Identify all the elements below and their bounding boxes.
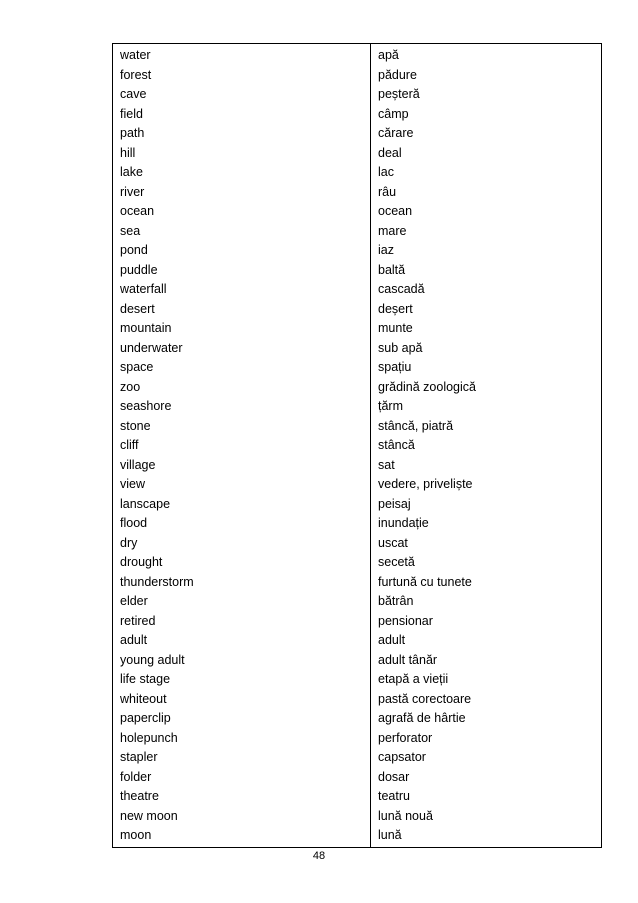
romanian-column [371, 44, 601, 847]
romanian-word-cell: sub apă [378, 340, 423, 355]
english-word-cell: zoo [120, 379, 141, 394]
romanian-word-cell: pădure [378, 67, 417, 82]
romanian-word-cell: pastă corectoare [378, 691, 472, 706]
romanian-word-cell: etapă a vieții [378, 672, 449, 686]
romanian-word-cell: munte [378, 321, 413, 335]
romanian-word-cell: peșteră [378, 87, 420, 101]
english-word-cell: desert [120, 301, 155, 316]
english-word-cell: thunderstorm [120, 574, 194, 589]
romanian-word-cell: apă [378, 48, 399, 62]
english-word-cell: waterfall [120, 282, 167, 296]
romanian-word-cell: pensionar [378, 613, 433, 628]
english-word-cell: space [120, 360, 154, 374]
english-word-cell: cliff [120, 438, 139, 452]
english-word-cell: cave [120, 87, 147, 101]
english-word-cell: ocean [120, 204, 155, 218]
romanian-word-cell: vedere, priveliște [378, 477, 473, 491]
english-word-cell: flood [120, 516, 148, 530]
english-word-cell: adult [120, 633, 148, 647]
romanian-word-cell: agrafă de hârtie [378, 711, 466, 725]
romanian-word-cell: stâncă, piatră [378, 418, 454, 433]
romanian-word-cell: stâncă [378, 438, 415, 452]
romanian-word-cell: capsator [378, 750, 426, 764]
english-word-cell: young adult [120, 652, 185, 667]
english-word-cell: new moon [120, 808, 178, 823]
romanian-word-cell: lună nouă [378, 808, 433, 823]
english-word-cell: forest [120, 67, 152, 82]
english-word-cell: underwater [120, 340, 183, 355]
romanian-word-cell: secetă [378, 555, 415, 569]
romanian-word-cell: deșert [378, 301, 413, 316]
romanian-word-cell: ocean [378, 204, 413, 218]
english-word-cell: sea [120, 223, 141, 238]
english-word-cell: hill [120, 145, 136, 160]
romanian-word-cell: deal [378, 145, 402, 160]
romanian-word-cell: cascadă [378, 282, 425, 296]
english-word-cell: village [120, 457, 156, 472]
english-word-cell: whiteout [120, 691, 167, 706]
romanian-word-cell: râu [378, 184, 397, 199]
romanian-word-cell: perforator [378, 730, 433, 745]
romanian-word-cell: dosar [378, 769, 410, 784]
english-word-cell: view [120, 477, 146, 491]
english-word-cell: life stage [120, 672, 171, 686]
vocabulary-table [112, 43, 602, 848]
english-word-cell: lake [120, 165, 143, 179]
english-word-cell: river [120, 184, 145, 199]
romanian-word-cell: furtună cu tunete [378, 574, 472, 589]
romanian-word-cell: uscat [378, 535, 408, 550]
english-word-cell: puddle [120, 262, 158, 277]
romanian-word-cell: baltă [378, 262, 406, 277]
romanian-word-cell: mare [378, 223, 407, 238]
romanian-word-cell: cărare [378, 126, 414, 140]
english-word-cell: seashore [120, 399, 172, 413]
page-number: 48 [312, 850, 326, 862]
english-word-cell: stapler [120, 750, 158, 764]
romanian-word-cell: peisaj [378, 496, 411, 511]
romanian-word-cell: lac [378, 165, 394, 179]
romanian-word-cell: spațiu [378, 360, 412, 374]
english-word-cell: dry [120, 535, 138, 550]
english-word-cell: holepunch [120, 730, 178, 745]
romanian-word-cell: țărm [378, 399, 403, 413]
english-word-cell: stone [120, 418, 151, 433]
english-word-cell: field [120, 106, 143, 121]
romanian-word-cell: sat [378, 457, 395, 472]
english-word-cell: elder [120, 594, 148, 608]
romanian-word-cell: adult [378, 633, 406, 647]
romanian-word-cell: adult tânăr [378, 652, 438, 667]
romanian-word-cell: inundație [378, 516, 429, 530]
romanian-word-cell: lună [378, 828, 402, 842]
romanian-word-cell: teatru [378, 789, 410, 803]
english-word-cell: folder [120, 769, 152, 784]
english-word-cell: retired [120, 613, 156, 628]
english-word-cell: drought [120, 555, 163, 569]
english-word-cell: paperclip [120, 711, 171, 725]
romanian-word-cell: iaz [378, 243, 394, 257]
english-word-cell: path [120, 126, 145, 140]
english-word-cell: pond [120, 243, 148, 257]
english-word-cell: theatre [120, 789, 159, 803]
romanian-word-cell: grădină zoologică [378, 379, 476, 394]
english-word-cell: mountain [120, 321, 172, 335]
english-word-cell: lanscape [120, 496, 171, 511]
romanian-word-cell: câmp [378, 106, 409, 121]
english-word-cell: moon [120, 828, 152, 842]
romanian-word-cell: bătrân [378, 594, 414, 608]
english-word-cell: water [120, 48, 151, 62]
english-column [113, 44, 371, 847]
